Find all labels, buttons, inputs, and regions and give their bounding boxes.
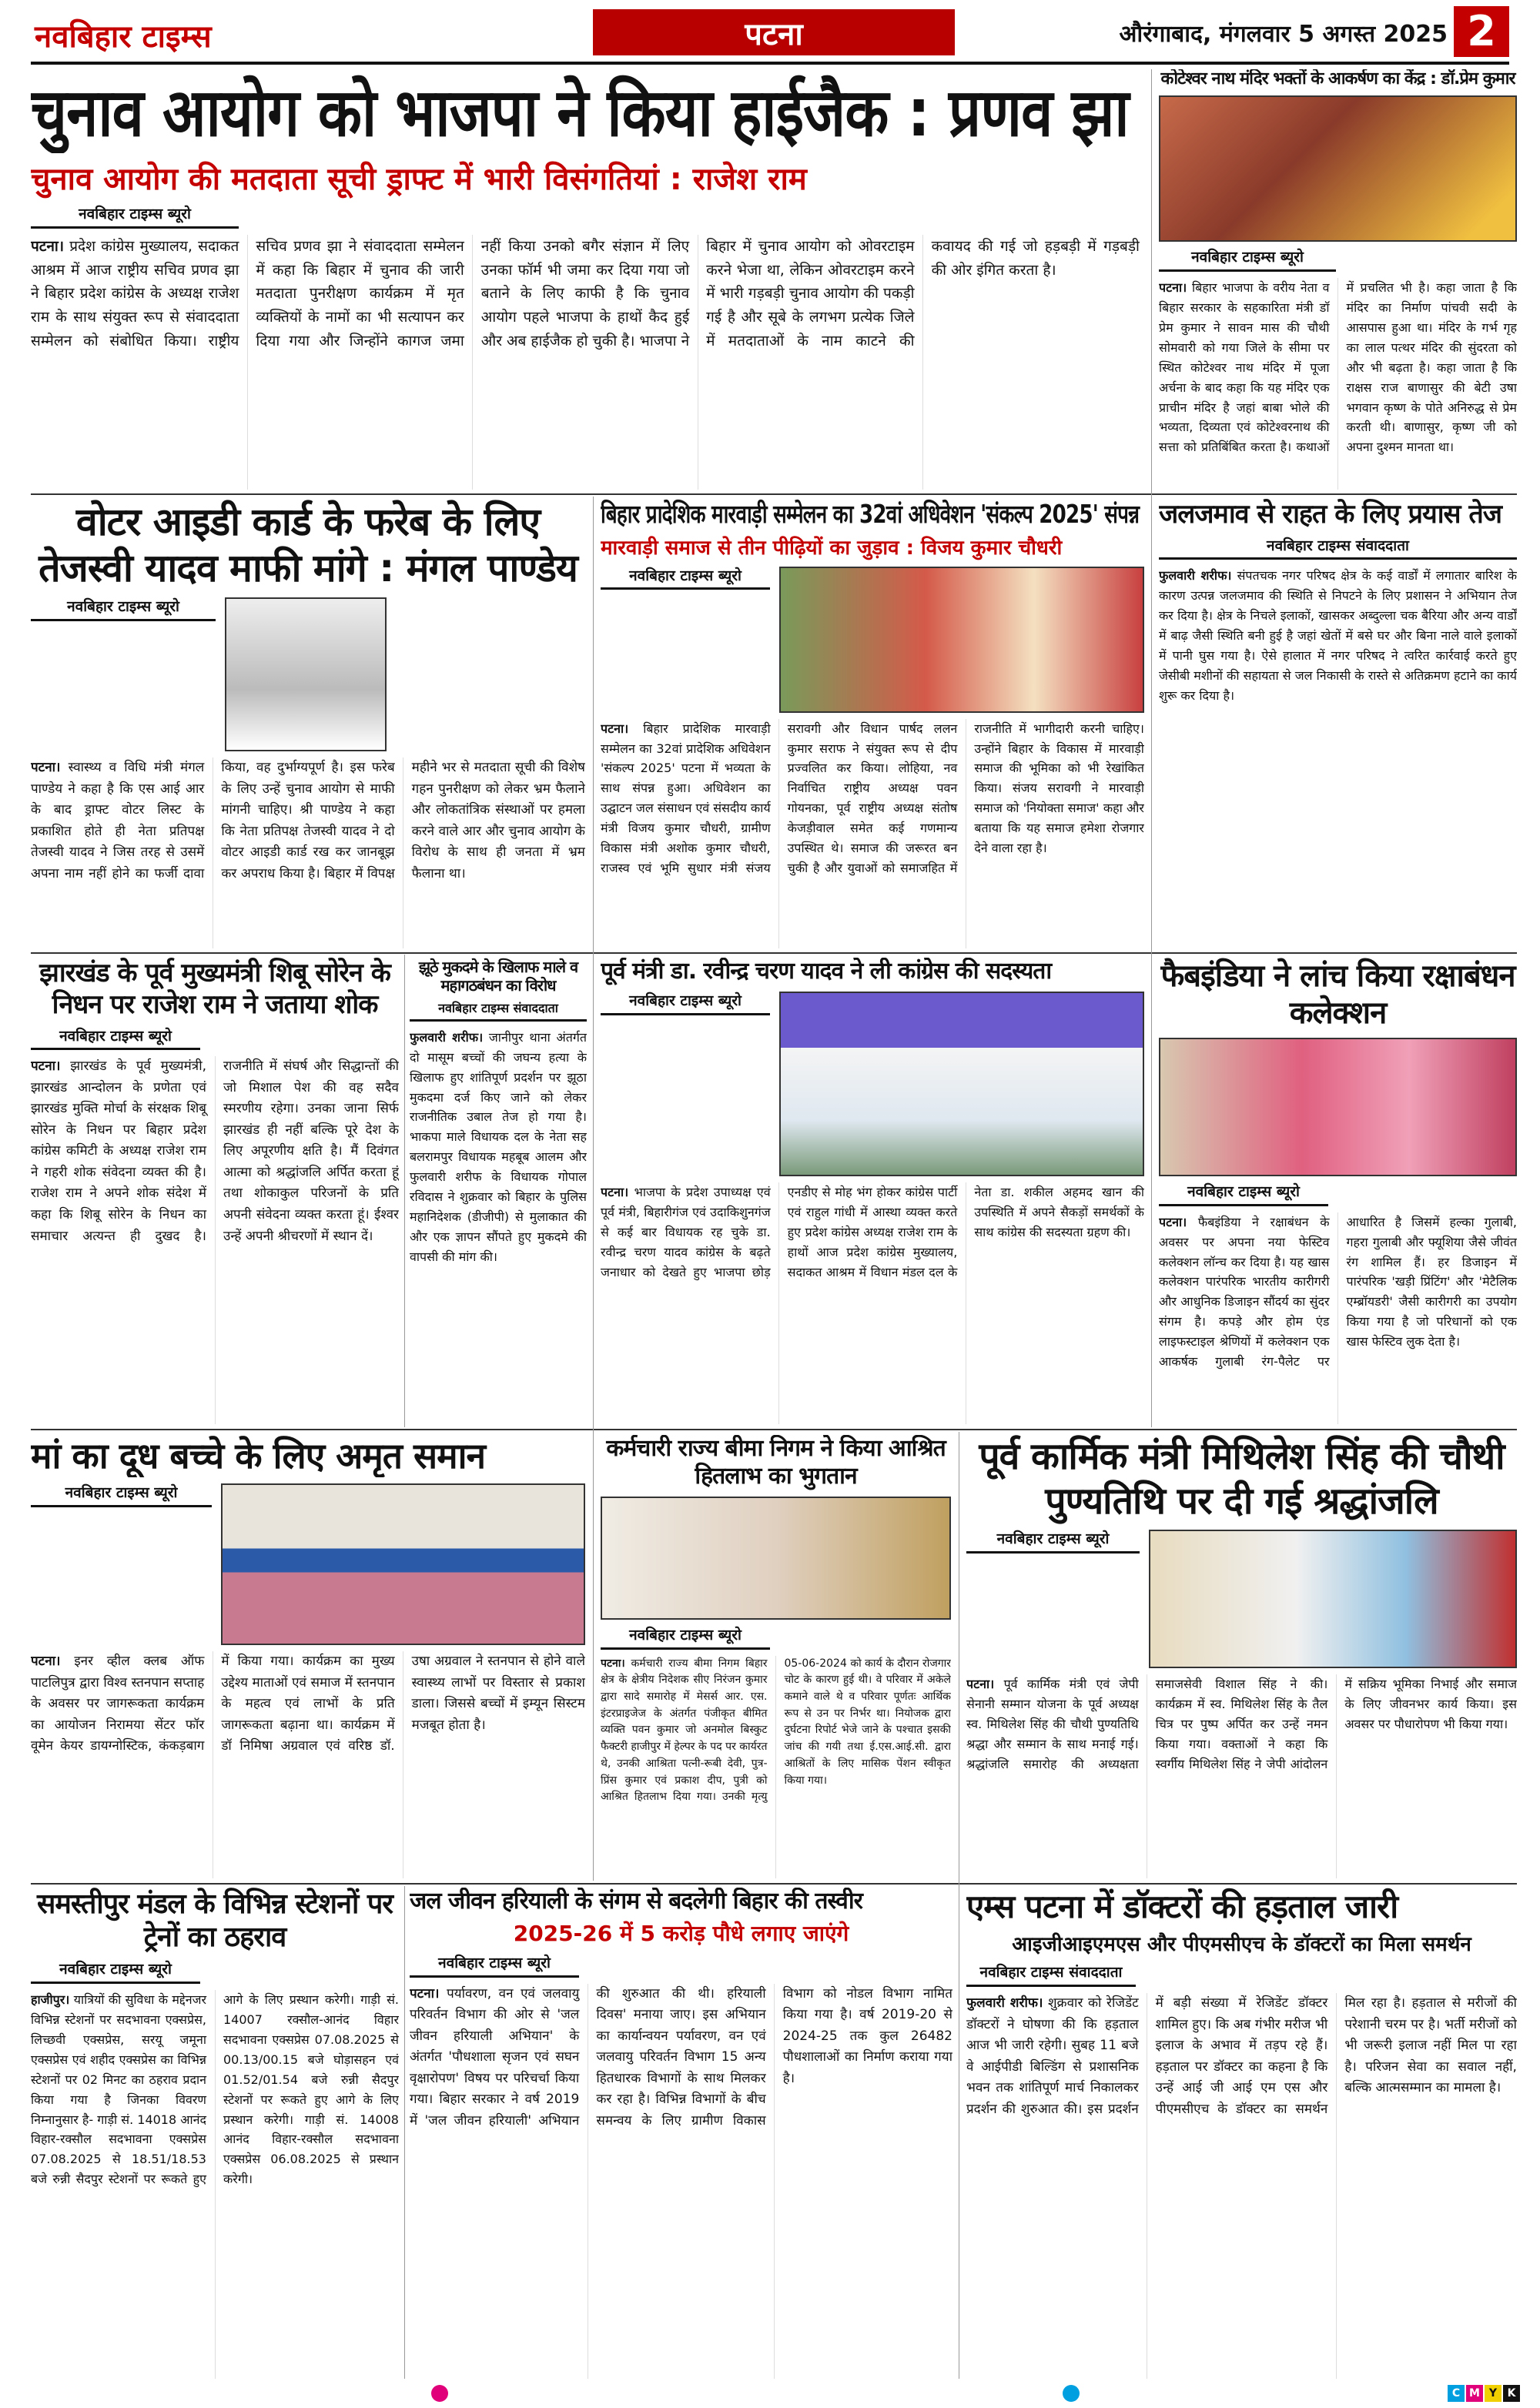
marwari-subhead [601, 533, 1144, 560]
body-text: बिहार भाजपा के वरीय नेता व बिहार सरकार के सहकारिता मंत्री डॉ प्रेम कुमार ने सावन मास की चौथी सोमवारी को गया जिले के सीमा पर स्थित कोटेश्वर नाथ मंदिर में पूजा अर्चना के बाद कहा कि यह मंदिर एक प्राचीन मंदिर है जहां बाबा भोले की भव्यता, दिव्यता एवं कोटेश्वरनाथ की सत्ता को प्रतिबिंबित करता है। कथाओं में प्रचलित भी है। कहा जाता है कि मंदिर का निर्माण पांचवी सदी के आसपास हुआ था। मंदिर के गर्भ गृह का लाल पत्थर मंदिर की सुंदरता को और भी बढ़ता है। कहा जाता है कि राक्षस राज बाणासुर की बेटी उषा भगवान कृष्ण के पोते अनिरुद्ध से प्रेम करती थी। बाणासुर, कृष्ण जी को अपना दुश्मन मानता था। [1159, 280, 1517, 455]
marwari-article [601, 499, 1144, 948]
article-body [410, 1984, 952, 2379]
dateline-place: पटना। [966, 1677, 995, 1692]
dateline-place: पटना। [601, 1185, 629, 1199]
byline-photo-row [601, 992, 1144, 1176]
marwari-headline [601, 499, 1144, 530]
cmyk-k: K [1503, 2385, 1520, 2402]
byline: नवबिहार टाइम्स ब्यूरो [601, 1626, 770, 1650]
cmyk-c: C [1448, 2385, 1465, 2402]
breastfeeding-article [31, 1435, 585, 1878]
dateline-place: पटना। [601, 1657, 625, 1670]
byline: नवबिहार टाइम्स ब्यूरो [966, 1530, 1140, 1553]
body-text: कर्मचारी राज्य बीमा निगम बिहार क्षेत्र के क्षेत्रीय निदेशक सीए निरंजन कुमार द्वारा सादे समारोह में मेसर्स आर. एस. इंटरप्राइजेज के अंतर्गत पंजीकृत बीमित व्यक्ति पवन कुमार जो अनमोल बिस्कुट फैक्टरी हाजीपुर में हेल्पर के पद पर कार्यरत थे, उनकी आश्रिता पत्नी-रूबी देवी, पुत्र-प्रिंस कुमार एवं प्रकाश दीप, पुत्री को आश्रित हितलाभ दिया गया। उनकी मृत्यु 05-06-2024 को कार्य के दौरान रोजगार चोट के कारण हुई थी। वे परिवार में अकेले कमाने वाले थे व परिवार पूर्णतः आर्थिक रूप से उन पर निर्भर था। नियोजक द्वारा दुर्घटना रिपोर्ट भेजे जाने के पश्चात इसकी जांच की गयी तथा ई.एस.आई.सी. द्वारा आश्रितों के लिए मासिक पेंशन स्वीकृत किया गया। [601, 1657, 951, 1804]
subhead-text: मारवाड़ी समाज से तीन पीढ़ियों का जुड़ाव : विजय कुमार चौधरी [601, 536, 1063, 560]
jal-jeevan-article [410, 1888, 952, 2379]
article-body [31, 1990, 399, 2379]
body-text: झारखंड के पूर्व मुख्यमंत्री, झारखंड आन्दोलन के प्रणेता एवं झारखंड मुक्ति मोर्चा के संरक्षक शिबू सोरेन के निधन पर बिहार प्रदेश कांग्रेस कमिटी के अध्यक्ष राजेश राम ने गहरी शोक संवेदना व्यक्त की है। राजेश राम ने अपने शोक संदेश में कहा कि शिबू सोरेन के निधन का समाचार अत्यन्त ही दुखद है। राजनीति में संघर्ष और सिद्धान्तों की जो मिशाल पेश की वह सदैव स्मरणीय रहेगा। उनका जाना सिर्फ झारखंड ही नहीं बल्कि पूरे देश के लिए अपूरणीय क्षति है। मैं दिवंगत आत्मा को श्रद्धांजलि अर्पित करता हूं तथा शोकाकुल परिजनों के प्रति अपनी संवेदना व्यक्त करता हूं। ईश्वर उन्हें अपनी श्रीचरणों में स्थान दें। [31, 1059, 399, 1244]
article-body [601, 719, 1144, 948]
marwari-photo [779, 567, 1144, 713]
city-label: पटना [745, 16, 803, 52]
dateline-place: पटना। [31, 1059, 61, 1075]
byline: नवबिहार टाइम्स संवाददाता [1159, 537, 1517, 560]
dateline-place: पटना। [31, 1654, 61, 1670]
column-divider [404, 1886, 405, 2379]
inner-wheel-club-photo [221, 1483, 585, 1645]
byline-photo-row [31, 1483, 585, 1645]
divider [31, 952, 1517, 954]
body-text: संपतचक नगर परिषद क्षेत्र के कई वार्डों में लगातार बारिश के कारण उत्पन्न जलजमाव की स्थिति से निपटने के लिए प्रशासन ने अभियान तेज कर दिया है। क्षेत्र के निचले इलाकों, खासकर अब्दुल्ला चक बैरिया और अन्य वार्डों में बाढ़ जैसी स्थिति बनी हुई है जहां खेतों में बसे घर और बिना नाले वाले इलाकों में पानी घुस गया है। ऐसे हालात में नगर परिषद ने त्वरित कार्रवाई करते हुए जेसीबी मशीनों की सहायता से जल निकासी के रास्ते से अतिक्रमण हटाने का कार्य शुरू कर दिया है। [1159, 568, 1517, 703]
masthead-rule [31, 62, 1509, 65]
registration-mark [1063, 2385, 1080, 2402]
jal-jeevan-subhead [410, 1918, 952, 1948]
dateline-place: पटना। [410, 1985, 440, 2002]
divider [31, 493, 1517, 495]
byline: नवबिहार टाइम्स संवाददाता [966, 1963, 1136, 1987]
dateline-place: पटना। [601, 721, 629, 736]
fabindia-article [1159, 958, 1517, 1424]
article-body [601, 1656, 951, 1878]
byline: नवबिहार टाइम्स ब्यूरो [31, 597, 216, 621]
headline-text: कोटेश्वर नाथ मंदिर भक्तों के आकर्षण का केंद्र : डॉ.प्रेम कुमार [1160, 69, 1515, 89]
fabindia-photo [1159, 1038, 1517, 1176]
byline: नवबिहार टाइम्स संवाददाता [410, 1001, 587, 1022]
voter-id-headline: वोटर आइडी कार्ड के फरेब के लिए तेजस्वी यादव माफी मांगे : मंगल पाण्डेय [38, 500, 578, 590]
headline-text: चुनाव आयोग को भाजपा ने किया हाईजैक : प्रणव झा [31, 75, 1129, 152]
false-case-article [410, 958, 587, 1424]
column-divider [404, 955, 405, 1427]
shibu-soren-headline: झारखंड के पूर्व मुख्यमंत्री शिबू सोरेन के निधन पर राजेश राम ने जताया शोक [39, 958, 390, 1020]
aiims-subhead [966, 1929, 1517, 1957]
article-body [966, 1993, 1517, 2379]
false-case-headline: झूठे मुकदमे के खिलाफ माले व महागठबंधन का विरोध [418, 958, 578, 995]
ravindra-yadav-headline [601, 958, 1144, 985]
esic-headline: कर्मचारी राज्य बीमा निगम ने किया आश्रित हितलाभ का भुगतान [606, 1435, 946, 1490]
byline: नवबिहार टाइम्स ब्यूरो [31, 1483, 212, 1507]
divider [31, 1429, 1517, 1430]
temple-photo [1159, 95, 1517, 242]
body-text: भाजपा के प्रदेश उपाध्यक्ष एवं पूर्व मंत्री, बिहारीगंज एवं उदाकिशुनगंज से कई बार विधायक रह चुके डा. रवीन्द्र चरण यादव कांग्रेस के बढ़ते जनाधार को देखते हुए भाजपा छोड़ एनडीए से मोह भंग होकर कांग्रेस पार्टी एवं राहुल गांधी में आस्था व्यक्त करते हुए प्रदेश कांग्रेस अध्यक्ष राजेश राम के हाथों आज प्रदेश कांग्रेस मुख्यालय, सदाकत आश्रम में विधान मंडल दल के नेता डा. शकील अहमद खान की उपस्थिति में अपने सैकड़ों समर्थकों के साथ कांग्रेस की सदस्यता ग्रहण की। [601, 1185, 1144, 1279]
byline: नवबिहार टाइम्स ब्यूरो [31, 1960, 200, 1984]
byline: नवबिहार टाइम्स ब्यूरो [1159, 1182, 1328, 1206]
article-body [1159, 1212, 1517, 1424]
article-body [410, 1028, 587, 1424]
lead-article [31, 74, 1140, 490]
shibu-soren-article [31, 958, 399, 1424]
aiims-article [966, 1888, 1517, 2379]
body-text: शुक्रवार को रेजिडेंट डॉक्टरों ने घोषणा की कि हड़ताल आज भी जारी रहेगी। सुबह 11 बजे वे आईपीडी बिल्डिंग से प्रशासनिक भवन तक शांतिपूर्ण मार्च निकालकर प्रदर्शन की शुरुआत की। इस प्रदर्शन में बड़ी संख्या में रेजिडेंट डॉक्टर शामिल हुए। कि अब गंभीर मरीज भी इलाज के अभाव में तड़प रहे हैं। हड़ताल पर डॉक्टर का कहना है कि उन्हें आई जी आई एम एस और पीएमसीएच के डॉक्टर का समर्थन मिल रहा है। हड़ताल से मरीजों की परेशानी चरम पर है। भर्ती मरीजों को भी जरूरी इलाज नहीं मिल पा रहा है। परिजन सेवा का सवाल नहीं, बल्कि आत्मसम्मान का मामला है। [966, 1995, 1517, 2117]
esic-photo [601, 1497, 951, 1620]
subhead-text: आइजीआइएमएस और पीएमसीएच के डॉक्टरों का मिला समर्थन [1012, 1933, 1471, 1957]
byline: नवबिहार टाइम्स ब्यूरो [31, 1027, 200, 1051]
body-text: जानीपुर थाना अंतर्गत दो मासूम बच्चों की जघन्य हत्या के खिलाफ हुए शांतिपूर्ण प्रदर्शन पर झूठा मुकदमा दर्ज किए जाने को लेकर राजनीतिक उबाल तेज हो गया है। भाकपा माले विधायक दल के नेता सह बलरामपुर विधायक महबूब आलम और फुलवारी शरीफ के विधायक गोपाल रविदास ने शुक्रवार को बिहार के पुलिस महानिदेशक (डीजीपी) से मुलाकात की और एक ज्ञापन सौंपते हुए मुकदमे की वापसी की मांग की। [410, 1029, 587, 1264]
article-body [1159, 566, 1517, 948]
headline-text: जल जीवन हरियाली के संगम से बदलेगी बिहार की तस्वीर [410, 1888, 862, 1915]
body-text: पर्यावरण, वन एवं जलवायु परिवर्तन विभाग की ओर से 'जल जीवन हरियाली अभियान' के अंतर्गत 'पौधशाला सृजन एवं सघन वृक्षारोपण' विषय पर परिचर्चा किया गया। बिहार सरकार ने वर्ष 2019 में 'जल जीवन हरियाली' अभियान की शुरुआत की थी। हरियाली दिवस' मनाया जाए। इस अभियान का कार्यान्वयन पर्यावरण, वन एवं जलवायु परिवर्तन विभाग 15 अन्य हितधारक विभागों के साथ मिलकर कर रहा है। विभिन्न विभागों के बीच समन्वय के लिए ग्रामीण विकास विभाग को नोडल विभाग नामित किया गया है। वर्ष 2019-20 से 2024-25 तक कुल 26482 पौधशालाओं का निर्माण कराया गया है। [410, 1985, 952, 2129]
lead-headline [31, 74, 1140, 153]
body-text: बिहार प्रादेशिक मारवाड़ी सम्मेलन का 32वां प्रादेशिक अधिवेशन 'संकल्प 2025' पटना में भव्यता के साथ संपन्न हुआ। अधिवेशन का उद्घाटन जल संसाधन एवं संसदीय कार्य मंत्री विजय कुमार चौधरी, ग्रामीण विकास मंत्री अशोक कुमार चौधरी, राजस्व एवं भूमि सुधार मंत्री संजय सरावगी और विधान पार्षद ललन कुमार सराफ ने संयुक्त रूप से दीप प्रज्वलित कर किया। लोहिया, नव निर्वाचित राष्ट्रीय अध्यक्ष पवन गोयनका, पूर्व राष्ट्रीय अध्यक्ष संतोष केजड़ीवाल समेत कई गणमान्य उपस्थित थे। समाज की जरूरत बन चुकी है और युवाओं को समाजहित में राजनीति में भागीदारी करनी चाहिए। उन्होंने बिहार के विकास में मारवाड़ी समाज की भूमिका को भी रेखांकित किया। संजय सरावगी ने मारवाड़ी समाज को 'नियोक्ता समाज' कहा और बताया कि यह समाज हमेशा रोजगार देने वाला रहा है। [601, 721, 1144, 875]
body-text: प्रदेश कांग्रेस मुख्यालय, सदाकत आश्रम में आज राष्ट्रीय सचिव प्रणव झा ने बिहार प्रदेश कांग्रेस के अध्यक्ष राजेश राम के साथ संयुक्त रूप से संवाददाता सम्मेलन को संबोधित किया। राष्ट्रीय सचिव प्रणव झा ने संवाददाता सम्मेलन में कहा कि बिहार में चुनाव की जारी मतदाता पुनरीक्षण कार्यक्रम में मृत व्यक्तियों के नामों का भी सत्यापन कर दिया गया और जिन्होंने कागज जमा नहीं किया उनको बगैर संज्ञान में लिए उनका फॉर्म भी जमा कर दिया गया जो बताने के लिए काफी है कि चुनाव आयोग पहले भाजपा के हाथों कैद हुई और अब हाईजैक हो चुकी है। भाजपा ने बिहार में चुनाव आयोग को ओवरटाइम करने भेजा था, लेकिन ओवरटाइम करने में भारी गड़बड़ी चुनाव आयोग की पकड़ी गई है और सूबे के लगभग प्रत्येक जिले में मतदाताओं के नाम काटने की कवायद की गई जो हड़बड़ी में गड़बड़ी की ओर इंगित करता है। [31, 237, 1140, 349]
headline-text: मां का दूध बच्चे के लिए अमृत समान [31, 1435, 486, 1477]
mangal-pandey-photo [225, 597, 387, 751]
article-body [1159, 278, 1517, 490]
samastipur-headline: समस्तीपुर मंडल के विभिन्न स्टेशनों पर ट्रेनों का ठहराव [37, 1888, 393, 1954]
dateline-place: पटना। [31, 237, 65, 255]
dateline [1016, 17, 1448, 48]
mithilesh-singh-article [966, 1435, 1517, 1878]
cmyk-m: M [1466, 2385, 1483, 2402]
headline-text: पूर्व मंत्री डा. रवीन्द्र चरण यादव ने ली कांग्रेस की सदस्यता [601, 958, 1052, 985]
headline-text: एम्स पटना में डॉक्टरों की हड़ताल जारी [966, 1888, 1398, 1925]
subhead-text: चुनाव आयोग की मतदाता सूची ड्राफ्ट में भारी विसंगतियां : राजेश राम [31, 162, 807, 198]
cmyk-y: Y [1485, 2385, 1502, 2402]
article-body [601, 1182, 1144, 1424]
temple-article [1159, 69, 1517, 490]
byline-photo-row [601, 567, 1144, 713]
dateline-place: फुलवारी शरीफ। [1159, 568, 1232, 584]
samastipur-article [31, 1888, 399, 2379]
dateline-text: औरंगाबाद, मंगलवार 5 अगस्त 2025 [1119, 21, 1448, 48]
waterlogging-article [1159, 499, 1517, 948]
aiims-headline [966, 1888, 1517, 1926]
byline: नवबिहार टाइम्स ब्यूरो [31, 205, 239, 229]
ravindra-yadav-article [601, 958, 1144, 1424]
dateline-place: पटना। [31, 760, 61, 775]
article-body [31, 758, 585, 948]
column-divider [1151, 69, 1152, 1427]
byline: नवबिहार टाइम्स ब्यूरो [601, 992, 770, 1015]
article-body [31, 1651, 585, 1878]
temple-headline [1159, 69, 1517, 89]
article-body [31, 235, 1140, 490]
body-text: इनर व्हील क्लब ऑफ पाटलिपुत्र द्वारा विश्व स्तनपान सप्ताह के अवसर पर जागरूकता कार्यक्रम का आयोजन निरामया सेंटर फॉर वूमेन केयर डायग्नोस्टिक, कंकड़बाग में किया गया। कार्यक्रम का मुख्य उद्देश्य माताओं एवं समाज में स्तनपान के महत्व एवं लाभों के प्रति जागरूकता बढ़ाना था। कार्यक्रम में डॉ निमिषा अग्रवाल एवं वरिष्ठ डॉ. उषा अग्रवाल ने स्तनपान से होने वाले स्वास्थ्य लाभों पर विस्तार से प्रकाश डाला। जिससे बच्चों में इम्यून सिस्टम मजबूत होता है। [31, 1654, 585, 1754]
newspaper-logo: नवबिहार टाइम्स [35, 19, 212, 55]
byline-photo-row [966, 1530, 1517, 1668]
body-text: यात्रियों की सुविधा के मद्देनजर विभिन्न स्टेशनों पर सदभावना एक्सप्रेस, लिच्छवी एक्सप्रेस, सरयू जमूना एक्सप्रेस एवं शहीद एक्सप्रेस का विभिन्न स्टेशनों पर 02 मिनट का ठहराव प्रदान किया गया है जिनका विवरण निम्नानुसार है- गाड़ी सं. 14018 आनंद विहार-रक्सौल सदभावना एक्सप्रेस 07.08.2025 से 18.51/18.53 बजे रुन्नी सैदपुर स्टेशनों पर रूकते हुए आगे के लिए प्रस्थान करेगी। गाड़ी सं. 14007 रक्सौल-आनंद विहार सदभावना एक्सप्रेस 07.08.2025 से 00.13/00.15 बजे घोड़ासहन एवं 01.52/01.54 बजे रुन्नी सैदपुर स्टेशनों पर रूकते हुए आगे के लिए प्रस्थान करेगी। गाड़ी सं. 14008 आनंद विहार-रक्सौल सदभावना एक्सप्रेस 06.08.2025 से प्रस्थान करेगी। [31, 1992, 399, 2187]
city-edition-banner [593, 9, 955, 55]
waterlogging-headline: जलजमाव से राहत के लिए प्रयास तेज [1159, 499, 1502, 530]
mithilesh-singh-headline: पूर्व कार्मिक मंत्री मिथिलेश सिंह की चौथी पुण्यतिथि पर दी गई श्रद्धांजलि [979, 1435, 1505, 1523]
article-body [31, 1056, 399, 1424]
body-text: फैबइंडिया ने रक्षाबंधन के अवसर पर अपना नया फेस्टिव कलेक्शन लॉन्च कर दिया है। यह खास कलेक्शन पारंपरिक भारतीय कारीगरी और आधुनिक डिजाइन सौंदर्य का सुंदर संगम है। कपड़े और होम एंड लाइफस्टाइल श्रेणियों में कलेक्शन एक आकर्षक गुलाबी रंग-पैलेट पर आधारित है जिसमें हल्का गुलाबी, गहरा गुलाबी और फ्यूशिया जैसे जीवंत रंग शामिल हैं। हर डिजाइन में पारंपरिक 'खड़ी प्रिंटिंग' और 'मेटैलिक एम्ब्रॉयडरी' जैसी कारीगरी का उपयोग किया गया है जो परिधानों को एक खास फेस्टिव लुक देता है। [1159, 1214, 1517, 1370]
article-body [966, 1674, 1517, 1878]
page-number: 2 [1454, 6, 1509, 57]
body-text: पूर्व कार्मिक मंत्री एवं जेपी सेनानी सम्मान योजना के पूर्व अध्यक्ष स्व. मिथिलेश सिंह की चौथी पुण्यतिथि श्रद्धा और सम्मान के साथ मनाई गई। श्रद्धांजलि समारोह की अध्यक्षता समाजसेवी विशाल सिंह ने की। कार्यक्रम में स्व. मिथिलेश सिंह के तैल चित्र पर पुष्प अर्पित कर उन्हें नमन किया गया। वक्ताओं ने कहा कि स्वर्गीय मिथिलेश सिंह ने जेपी आंदोलन में सक्रिय भूमिका निभाई और समाज के लिए जीवनभर कार्य किया। इस अवसर पर पौधारोपण भी किया गया। [966, 1677, 1517, 1771]
dateline-place: पटना। [1159, 1214, 1187, 1229]
column-divider [593, 497, 594, 1881]
esic-article [601, 1435, 951, 1878]
registration-mark [431, 2385, 448, 2402]
byline: नवबिहार टाइम्स ब्यूरो [410, 1954, 579, 1978]
dateline-place: हाजीपुर। [31, 1992, 70, 2008]
breastfeeding-headline [31, 1435, 585, 1477]
headline-text: बिहार प्रादेशिक मारवाड़ी सम्मेलन का 32वां अधिवेशन 'संकल्प 2025' संपन्न [601, 499, 1140, 529]
dateline-place: पटना। [1159, 280, 1187, 296]
jal-jeevan-headline [410, 1888, 952, 1915]
voter-id-article [31, 499, 585, 948]
subhead-text: 2025-26 में 5 करोड़ पौधे लगाए जाएंगे [513, 1921, 849, 1946]
dateline-place: फुलवारी शरीफ। [410, 1029, 484, 1045]
byline: नवबिहार टाइम्स ब्यूरो [601, 567, 770, 590]
tribute-photo [1149, 1530, 1517, 1668]
divider [31, 1883, 1517, 1885]
lead-subhead [31, 156, 1140, 199]
body-text: स्वास्थ्य व विधि मंत्री मंगल पाण्डेय ने कहा है कि एस आई आर के बाद ड्राफ्ट वोटर लिस्ट के प्रकाशित होते ही नेता प्रतिपक्ष तेजस्वी यादव ने जिस तरह से उसमें अपना नाम नहीं होने का फर्जी दावा किया, वह दुर्भाग्यपूर्ण है। इस फरेब के लिए उन्हें चुनाव आयोग से माफी मांगनी चाहिए। श्री पाण्डेय ने कहा कि नेता प्रतिपक्ष तेजस्वी यादव ने दो वोटर आइडी कार्ड रख कर जानबूझ कर अपराध किया है। बिहार में विपक्ष महीने भर से मतदाता सूची की विशेष गहन पुनरीक्षण को लेकर भ्रम फैलाने और लोकतांत्रिक संस्थाओं पर हमला करने वाले आर और चुनाव आयोग के विरोध के साथ ही जनता में भ्रम फैलाना था। [31, 760, 585, 881]
dateline-place: फुलवारी शरीफ। [966, 1995, 1043, 2012]
congress-joining-photo [779, 992, 1144, 1176]
byline: नवबिहार टाइम्स ब्यूरो [1159, 248, 1336, 272]
fabindia-headline: फैबइंडिया ने लांच किया रक्षाबंधन कलेक्शन [1160, 958, 1515, 1031]
byline-photo-row [31, 597, 585, 751]
